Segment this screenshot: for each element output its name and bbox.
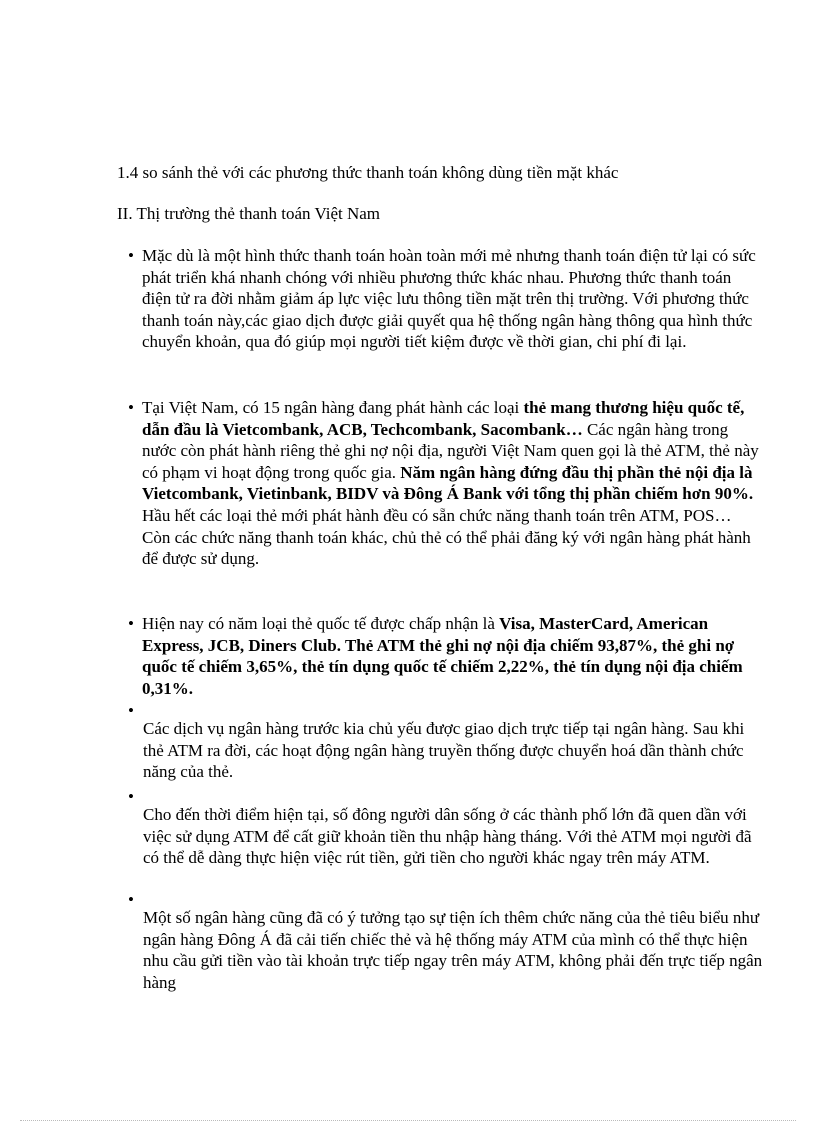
section-heading-1-4: 1.4 so sánh thẻ với các phương thức thanh toán không dùng tiền mặt khác xyxy=(117,163,619,182)
bullet-icon xyxy=(128,786,140,808)
bullet-icon xyxy=(128,245,140,267)
list-item-text xyxy=(128,613,763,699)
list-item-text: Mặc dù là một hình thức thanh toán hoàn toàn mới mẻ nhưng thanh toán điện tử lại có sức phát triển khá nhanh chóng với nhiều phương thức khác nhau. Phương thức thanh toán điện tử ra đời nhằm giảm áp lực việc lưu thông tiền mặt trên thị trường. Với phương thức thanh toán này,các giao dịch được giải quyết qua hệ thống ngân hàng thông qua hình thức chuyển khoản, qua đó giúp mọi người tiết kiệm được về thời gian, chi phí đi lại. xyxy=(142,246,756,352)
bullet-icon xyxy=(128,613,140,635)
list-item-text: Các dịch vụ ngân hàng trước kia chủ yếu được giao dịch trực tiếp tại ngân hàng. Sau khi thẻ ATM ra đời, các hoạt động ngân hàng truyền thống được chuyển hoá dần thành chức năng của thẻ. xyxy=(143,719,745,782)
bold-text-run: Visa, MasterCard, American Express, JCB, Diners Club. Thẻ ATM thẻ ghi nợ nội địa chiếm 93,87%, thẻ ghi nợ quốc tế chiếm 3,65%, thẻ tín dụng quốc tế chiếm 2,22%, thẻ tín dụng nội địa chiếm 0,31%. xyxy=(142,614,743,698)
section-heading-ii: II. Thị trường thẻ thanh toán Việt Nam xyxy=(117,204,381,223)
list-item-text: Một số ngân hàng cũng đã có ý tưởng tạo sự tiện ích thêm chức năng của thẻ tiêu biểu như ngân hàng Đông Á đã cải tiến chiếc thẻ và hệ thống máy ATM của mình có thể thực hiện nhu cầu gửi tiền vào tài khoản trực tiếp ngay trên máy ATM, không phải đến trực tiếp ngân hàng xyxy=(143,908,763,992)
list-item xyxy=(128,613,763,699)
text-run: Hầu hết các loại thẻ mới phát hành đều có sẵn chức năng thanh toán trên ATM, POS… Còn các chức năng thanh toán khác, chủ thẻ có thể phải đăng ký với ngân hàng phát hành để được sử dụng. xyxy=(142,505,751,569)
page-bottom-divider xyxy=(20,1120,796,1121)
list-item xyxy=(128,245,763,353)
bold-text-run: thẻ mang thương hiệu quốc tế, dẫn đầu là Vietcombank, ACB, Techcombank, Sacombank… xyxy=(142,398,745,439)
bullet-icon xyxy=(128,889,140,911)
list-item-text: Cho đến thời điểm hiện tại, số đông người dân sống ở các thành phố lớn đã quen dần với việc sử dụng ATM để cất giữ khoản tiền thu nhập hàng tháng. Với thẻ ATM mọi người đã có thể dễ dàng thực hiện việc rút tiền, gửi tiền cho người khác ngay trên máy ATM. xyxy=(143,805,752,868)
list-item xyxy=(128,397,763,570)
bold-text-run: Năm ngân hàng đứng đầu thị phần thẻ nội địa là Vietcombank, Vietinbank, BIDV và Đông Á Bank với tổng thị phần chiếm hơn 90%. xyxy=(142,462,754,504)
list-item-text xyxy=(128,397,763,570)
text-run: Hiện nay có năm loại thẻ quốc tế được chấp nhận là xyxy=(142,614,500,633)
bullet-icon xyxy=(128,700,140,722)
text-run: Tại Việt Nam, có 15 ngân hàng đang phát hành các loại xyxy=(142,398,524,417)
bullet-icon xyxy=(128,397,140,419)
text-run: Các ngân hàng trong nước còn phát hành riêng thẻ ghi nợ nội địa, người Việt Nam quen gọi là thẻ ATM, thẻ này có phạm vi hoạt động trong quốc gia. xyxy=(142,419,759,482)
